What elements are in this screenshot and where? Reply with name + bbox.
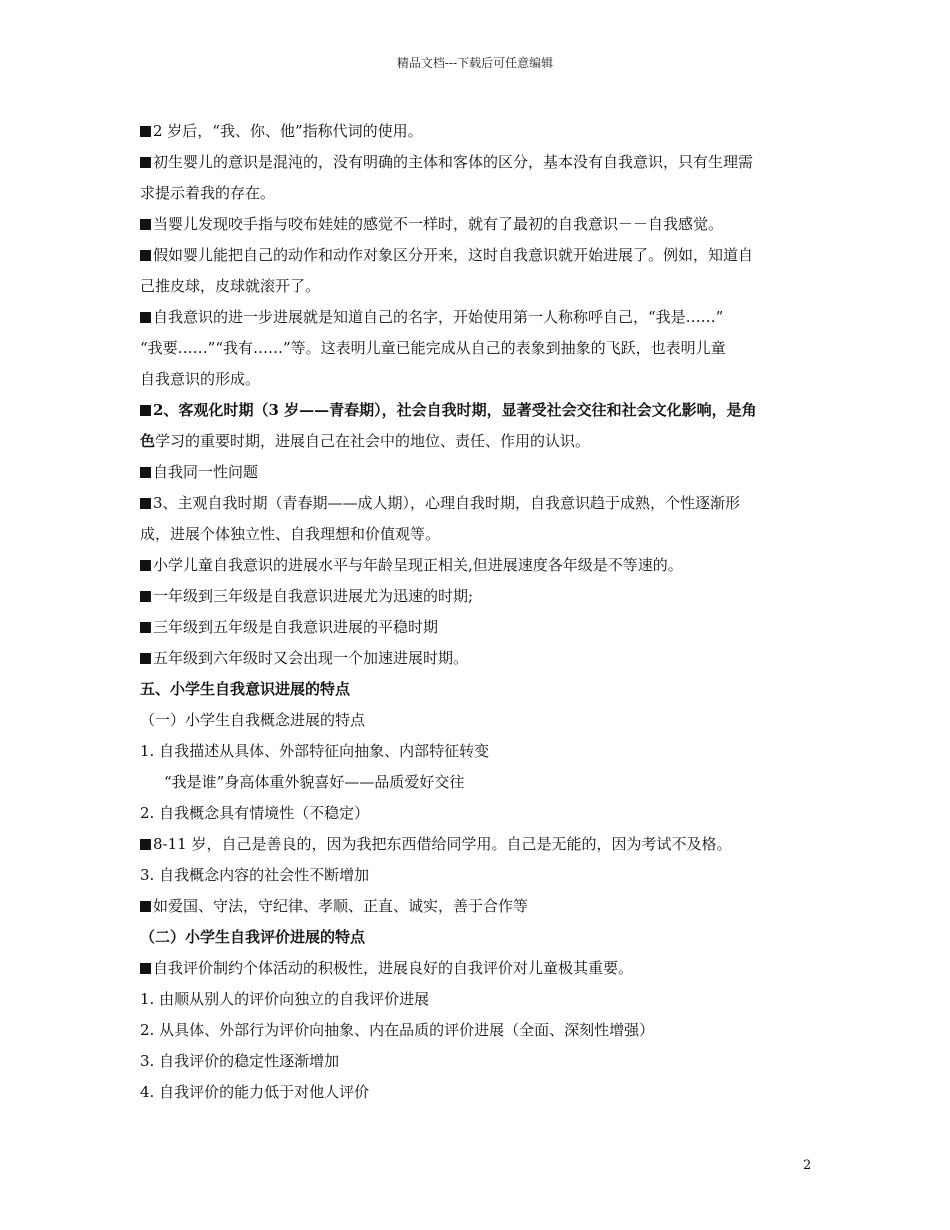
square-bullet-icon [140, 560, 151, 571]
bullet-line [140, 240, 812, 271]
bullet-line [140, 209, 812, 240]
bullet-line [140, 612, 812, 643]
square-bullet-icon [140, 622, 151, 633]
line-text: 自我意识的进一步进展就是知道自己的名字，开始使用第一人称称呼自己，“我是……” [153, 308, 724, 326]
page-header: 精品文档---下载后可任意编辑 [396, 56, 554, 70]
square-bullet-icon [140, 653, 151, 664]
square-bullet-icon [140, 467, 151, 478]
line-text: 2. 自我概念具有情境性（不稳定） [140, 804, 370, 822]
text-line [140, 736, 812, 767]
text-line [140, 178, 812, 209]
square-bullet-icon [140, 250, 151, 261]
text-line [140, 333, 812, 364]
line-text: 己推皮球，皮球就滚开了。 [140, 277, 321, 295]
text-line [140, 767, 812, 798]
bullet-line [140, 147, 812, 178]
line-text: “我要……”“我有……”等。这表明儿童已能完成从自己的表象到抽象的飞跃，也表明儿童 [140, 339, 726, 357]
text-line [140, 1046, 812, 1077]
line-text: 五年级到六年级时又会出现一个加速进展时期。 [153, 649, 469, 667]
line-text: 3、主观自我时期（青春期——成人期），心理自我时期，自我意识趋于成熟，个性逐渐形 [153, 494, 741, 512]
line-text: 学习的重要时期，进展自己在社会中的地位、责任、作用的认识。 [155, 432, 591, 450]
line-text: 1. 由顺从别人的评价向独立的自我评价进展 [140, 990, 430, 1008]
bullet-line [140, 581, 812, 612]
line-text: 3. 自我概念内容的社会性不断增加 [140, 866, 370, 884]
bullet-line [140, 953, 812, 984]
line-text: 1. 自我描述从具体、外部特征向抽象、内部特征转变 [140, 742, 490, 760]
line-text: 自我评价制约个体活动的积极性，进展良好的自我评价对儿童极其重要。 [153, 959, 634, 977]
text-line [140, 426, 812, 457]
document-body [140, 116, 812, 1108]
square-bullet-icon [140, 591, 151, 602]
line-text: 4. 自我评价的能力低于对他人评价 [140, 1083, 370, 1101]
line-text: 2. 从具体、外部行为评价向抽象、内在品质的评价进展（全面、深刻性增强） [140, 1021, 655, 1039]
line-text: 3. 自我评价的稳定性逐渐增加 [140, 1052, 340, 1070]
square-bullet-icon [140, 901, 151, 912]
text-line [140, 798, 812, 829]
line-text: 2 岁后，“我、你、他”指称代词的使用。 [153, 122, 423, 140]
line-text: 如爱国、守法，守纪律、孝顺、正直、诚实，善于合作等 [153, 897, 529, 915]
text-line [140, 1015, 812, 1046]
bullet-line [140, 829, 812, 860]
line-text: 初生婴儿的意识是混沌的，没有明确的主体和客体的区分，基本没有自我意识，只有生理需 [153, 153, 754, 171]
text-line [140, 984, 812, 1015]
line-text: 2、客观化时期（3 岁——青春期），社会自我时期，显著受社会交往和社会文化影响，是角 [153, 401, 757, 419]
line-text: （二）小学生自我评价进展的特点 [140, 928, 366, 946]
line-text: 成，进展个体独立性、自我理想和价值观等。 [140, 525, 441, 543]
bullet-line [140, 643, 812, 674]
text-line [140, 1077, 812, 1108]
bullet-line [140, 488, 812, 519]
text-line [140, 860, 812, 891]
line-text: 求提示着我的存在。 [140, 184, 276, 202]
text-line [140, 519, 812, 550]
square-bullet-icon [140, 963, 151, 974]
page-number: 2 [803, 1158, 812, 1173]
square-bullet-icon [140, 498, 151, 509]
bullet-line [140, 457, 812, 488]
line-text: 一年级到三年级是自我意识进展尤为迅速的时期; [153, 587, 474, 605]
square-bullet-icon [140, 312, 151, 323]
bullet-line [140, 550, 812, 581]
square-bullet-icon [140, 157, 151, 168]
text-line [140, 922, 812, 953]
bullet-line [140, 116, 812, 147]
text-line [140, 364, 812, 395]
bullet-line [140, 891, 812, 922]
line-text: 五、小学生自我意识进展的特点 [140, 680, 351, 698]
line-text: （一）小学生自我概念进展的特点 [140, 711, 366, 729]
bullet-line [140, 302, 812, 333]
square-bullet-icon [140, 405, 151, 416]
text-line [140, 674, 812, 705]
line-text: “我是谁”身高体重外貌喜好——品质爱好交往 [164, 773, 465, 791]
text-line [140, 271, 812, 302]
line-text: 假如婴儿能把自己的动作和动作对象区分开来，这时自我意识就开始进展了。例如，知道自 [153, 246, 754, 264]
line-text: 小学儿童自我意识的进展水平与年龄呈现正相关,但进展速度各年级是不等速的。 [153, 556, 683, 574]
square-bullet-icon [140, 126, 151, 137]
bold-text: 色 [140, 432, 156, 450]
line-text: 自我同一性问题 [153, 463, 259, 481]
line-text: 8-11 岁，自己是善良的，因为我把东西借给同学用。自己是无能的，因为考试不及格。 [153, 835, 732, 853]
square-bullet-icon [140, 219, 151, 230]
text-line [140, 705, 812, 736]
line-text: 自我意识的形成。 [140, 370, 261, 388]
square-bullet-icon [140, 839, 151, 850]
line-text: 三年级到五年级是自我意识进展的平稳时期 [153, 618, 439, 636]
line-text: 当婴儿发现咬手指与咬布娃娃的感觉不一样时，就有了最初的自我意识－－自我感觉。 [153, 215, 724, 233]
bullet-line [140, 395, 812, 426]
